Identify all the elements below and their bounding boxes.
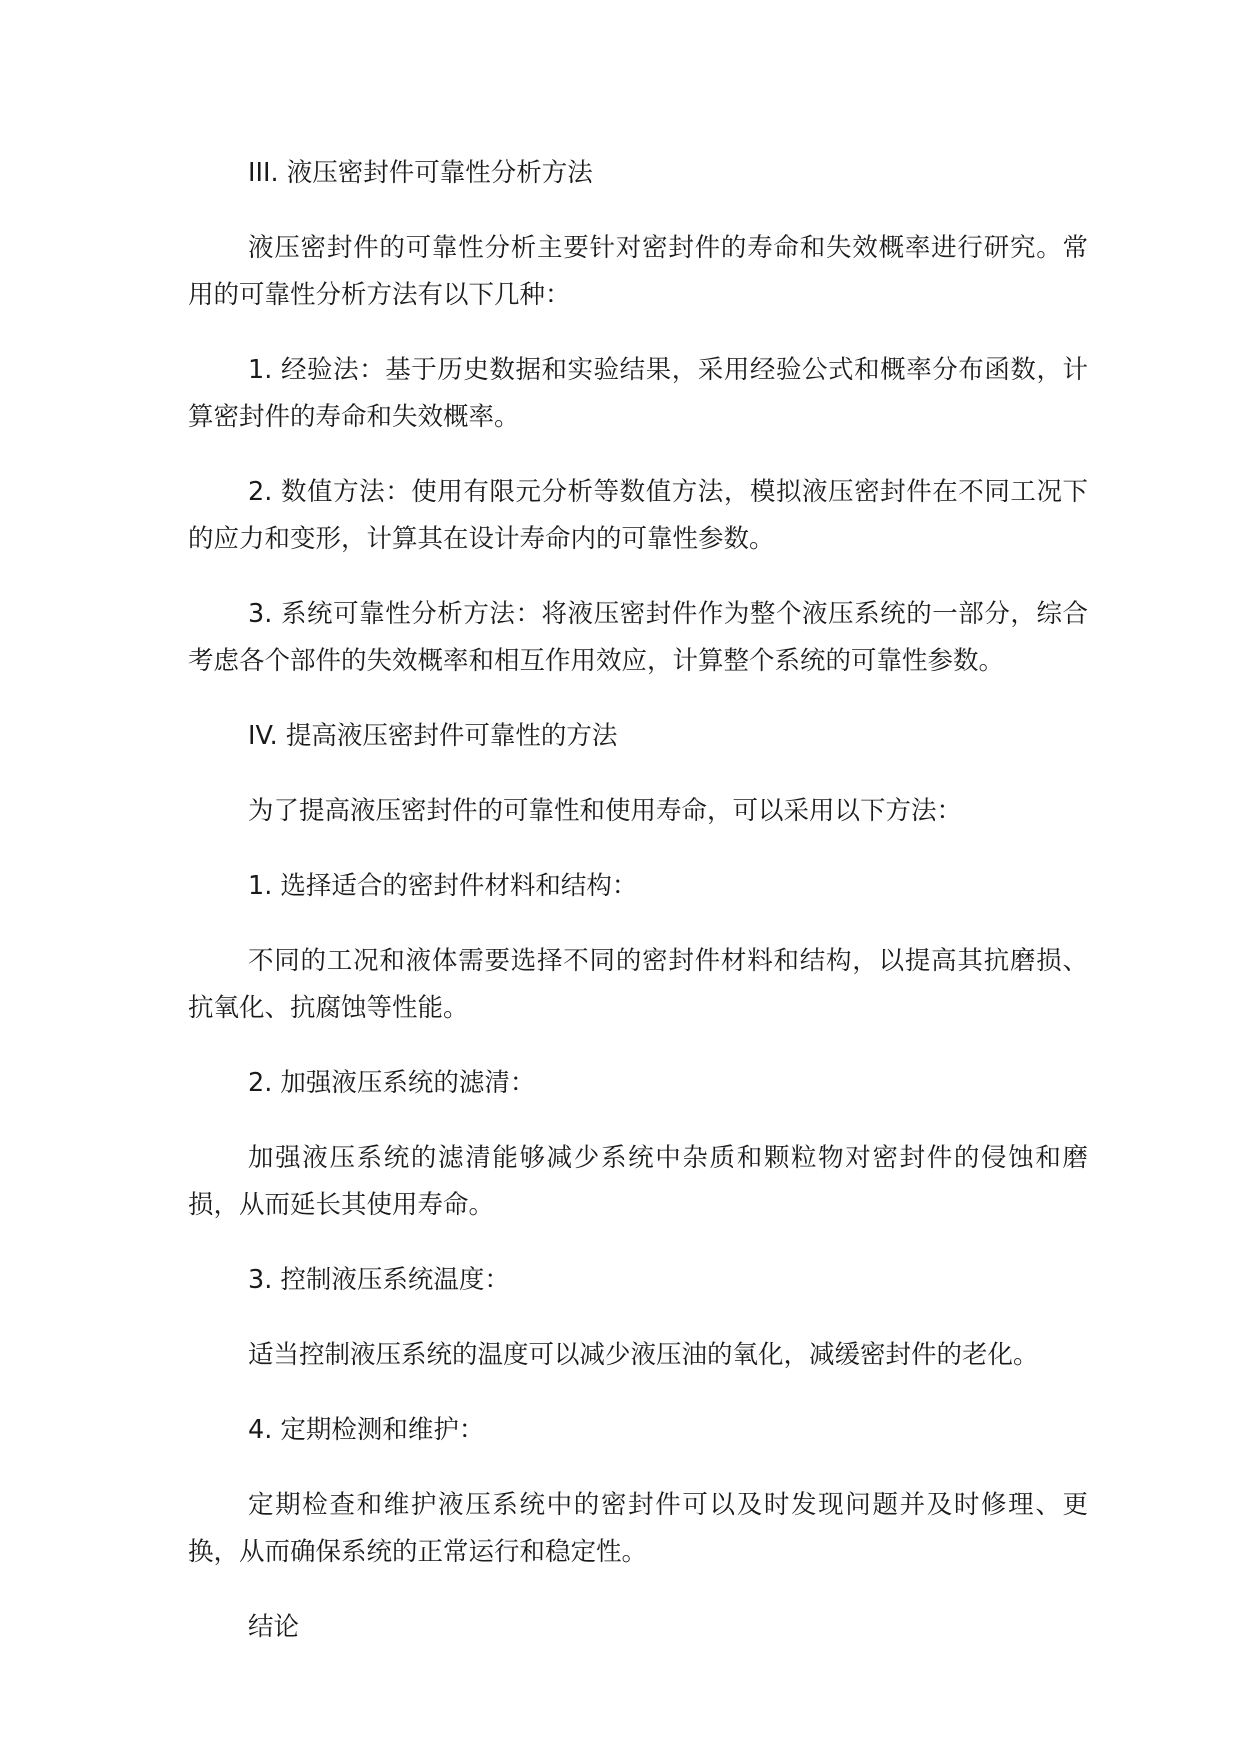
section-heading-iii: III. 液压密封件可靠性分析方法 [248, 158, 593, 188]
improve-item-4-body: 定期检查和维护液压系统中的密封件可以及时发现问题并及时修理、更换，从而确保系统的正常运行和稳定性。 [188, 1490, 1088, 1567]
method-empirical: 1. 经验法：基于历史数据和实验结果，采用经验公式和概率分布函数，计算密封件的寿命和失效概率。 [188, 355, 1088, 432]
improve-item-1-title: 1. 选择适合的密封件材料和结构： [248, 871, 638, 901]
section-heading-iv: IV. 提高液压密封件可靠性的方法 [248, 721, 618, 751]
improve-intro: 为了提高液压密封件的可靠性和使用寿命，可以采用以下方法： [248, 796, 963, 826]
improve-item-4-title: 4. 定期检测和维护： [248, 1415, 485, 1445]
improve-item-3-title: 3. 控制液压系统温度： [248, 1265, 510, 1295]
document-body [188, 150, 1088, 1679]
improve-item-2-title: 2. 加强液压系统的滤清： [248, 1068, 536, 1098]
conclusion-heading: 结论 [248, 1612, 300, 1642]
improve-item-3-body: 适当控制液压系统的温度可以减少液压油的氧化，减缓密封件的老化。 [248, 1340, 1039, 1370]
improve-item-2-body: 加强液压系统的滤清能够减少系统中杂质和颗粒物对密封件的侵蚀和磨损，从而延长其使用寿命。 [188, 1143, 1088, 1220]
method-system: 3. 系统可靠性分析方法：将液压密封件作为整个液压系统的一部分，综合考虑各个部件的失效概率和相互作用效应，计算整个系统的可靠性参数。 [188, 599, 1088, 676]
method-numerical: 2. 数值方法：使用有限元分析等数值方法，模拟液压密封件在不同工况下的应力和变形，计算其在设计寿命内的可靠性参数。 [188, 477, 1088, 554]
intro-paragraph: 液压密封件的可靠性分析主要针对密封件的寿命和失效概率进行研究。常用的可靠性分析方法有以下几种： [188, 233, 1088, 310]
improve-item-1-body: 不同的工况和液体需要选择不同的密封件材料和结构，以提高其抗磨损、抗氧化、抗腐蚀等性能。 [188, 946, 1088, 1023]
